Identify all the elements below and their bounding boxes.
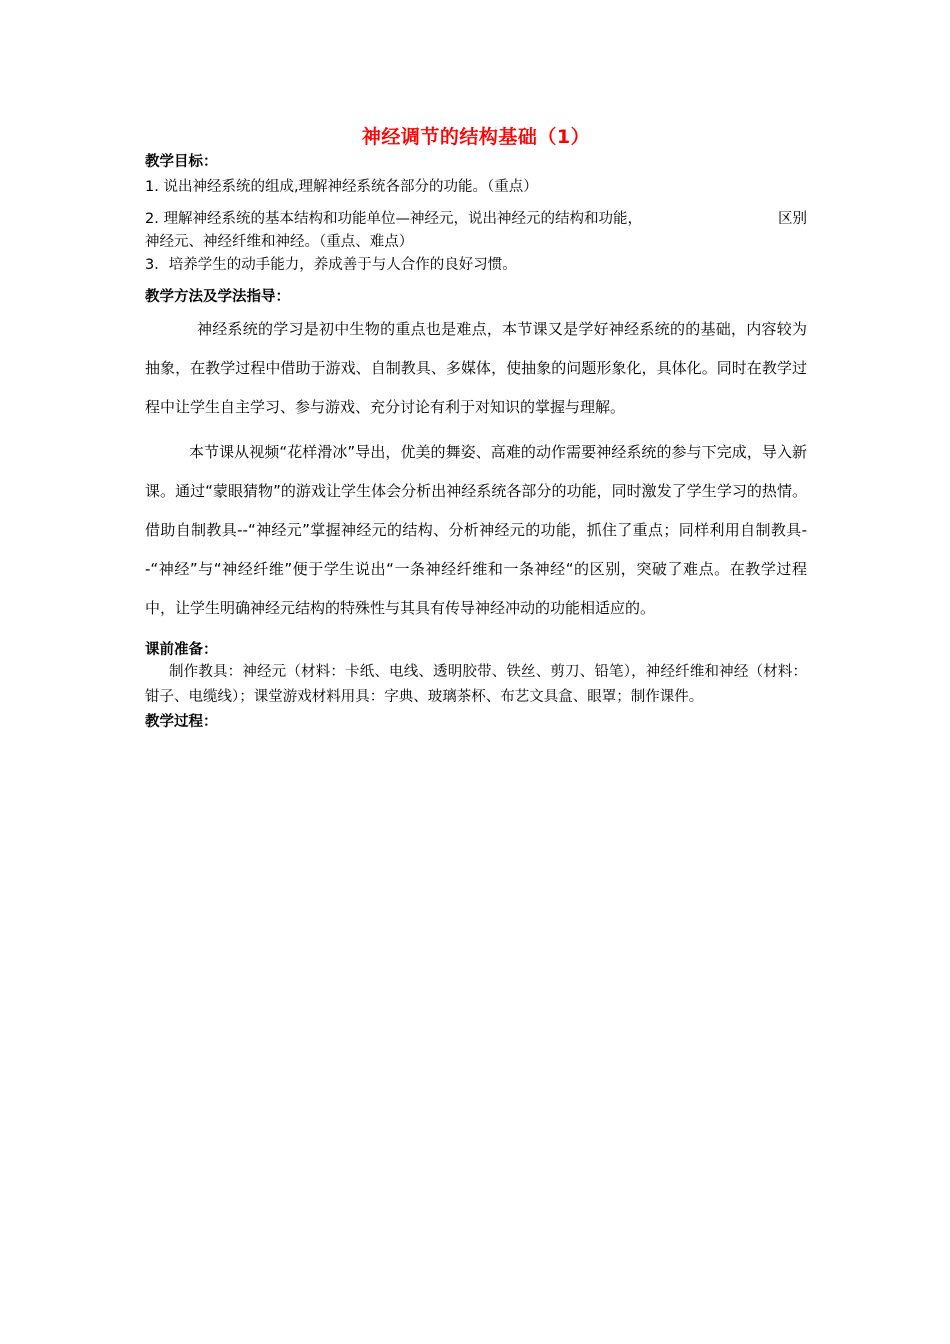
process-heading: 教学过程： [145, 714, 218, 730]
objectives-heading: 教学目标： [145, 154, 218, 170]
objective-item-1: 1. 说出神经系统的组成,理解神经系统各部分的功能。（重点） [145, 179, 538, 195]
objective-item-2-text: 2. 理解神经系统的基本结构和功能单位—神经元，说出神经元的结构和功能， [145, 211, 642, 227]
preparation-paragraph: 制作教具：神经元（材料：卡纸、电线、透明胶带、铁丝、剪刀、铅笔），神经纤维和神经（材料：钳子、电缆线）；课堂游戏材料用具：字典、玻璃茶杯、布艺文具盒、眼罩；制作课件。 [145, 664, 807, 705]
methods-paragraph-1: 神经系统的学习是初中生物的重点也是难点，本节课又是学好神经系统的的基础，内容较为抽象，在教学过程中借助于游戏、自制教具、多媒体，使抽象的问题形象化，具体化。同时在教学过程中让学生自主学习、参与游戏、充分讨论有利于对知识的掌握与理解。 [145, 320, 807, 416]
objectives-section [145, 152, 807, 277]
preparation-heading: 课前准备： [145, 642, 218, 658]
objective-item-2-line-1 [145, 208, 807, 231]
preparation-section [145, 640, 807, 710]
document-page [145, 122, 807, 732]
methods-section [145, 287, 807, 628]
process-section [145, 712, 807, 732]
objective-item-3: 3．培养学生的动手能力，养成善于与人合作的良好习惯。 [145, 257, 517, 273]
document-title: 神经调节的结构基础（1） [361, 126, 591, 148]
objective-item-2-trailing: 区别 [778, 211, 807, 227]
methods-heading: 教学方法及学法指导： [145, 289, 290, 305]
methods-paragraph-2: 本节课从视频“花样滑冰”导出，优美的舞姿、高难的动作需要神经系统的参与下完成，导入新课。通过“蒙眼猜物”的游戏让学生体会分析出神经系统各部分的功能，同时激发了学生学习的热情。借助自制教具--“神经元”掌握神经元的结构、分析神经元的功能，抓住了重点；同样利用自制教具--“神经”与“神经纤维”便于学生说出“一条神经纤维和一条神经“的区别，突破了难点。在教学过程中，让学生明确神经元结构的特殊性与其具有传导神经冲动的功能相适应的。 [145, 443, 807, 617]
objective-item-2-line-2: 神经元、神经纤维和神经。（重点、难点） [145, 234, 414, 250]
